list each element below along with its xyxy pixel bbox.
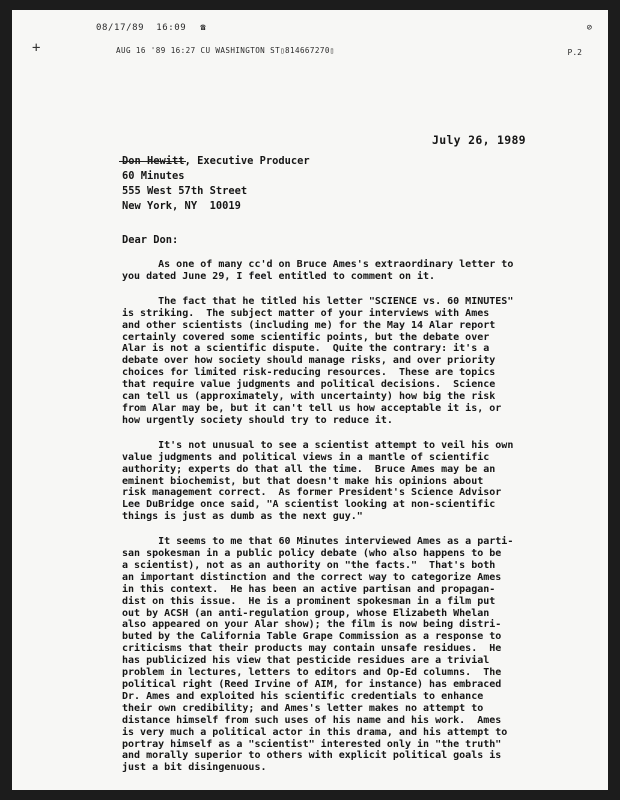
text-line: risk management correct. As former President's Science Advisor [122, 487, 502, 499]
text-line: As one of many cc'd on Bruce Ames's extraordinary letter to [122, 259, 514, 270]
text-line: you dated June 29, I feel entitled to comment on it. [122, 270, 436, 282]
text-line: eminent biochemist, but that doesn't make his opinions about [122, 475, 484, 487]
letter-page [12, 10, 608, 790]
address-line: 60 Minutes [122, 170, 185, 182]
text-line: an important distinction and the correct way to categorize Ames [122, 571, 502, 583]
recipient-name: Don Hewitt [122, 155, 185, 167]
paragraph-2 [122, 296, 584, 427]
text-line: dist on this issue. He is a prominent spokesman in a film put [122, 595, 496, 607]
text-line: It's not unusual to see a scientist attempt to veil his own [122, 439, 514, 451]
text-line: debate over how society should manage risks, and over priority [122, 355, 496, 367]
fax-date: 08/17/89 [96, 23, 145, 33]
text-line: value judgments and political views in a mantle of scientific [122, 451, 490, 463]
text-line: The fact that he titled his letter "SCIENCE vs. 60 MINUTES" [122, 295, 514, 307]
fax-page-number: P.2 [567, 48, 582, 57]
phone-icon: ☎ [200, 23, 207, 33]
text-line: things is just as dumb as the next guy." [122, 511, 363, 523]
text-line: certainly covered some scientific points, but the debate over [122, 331, 490, 343]
text-line: Alar is not a scientific dispute. Quite the contrary: it's a [122, 343, 490, 355]
text-line: criticisms that their products may contain unsafe residues. He [122, 643, 502, 655]
text-line: their own credibility; and Ames's letter makes no attempt to [122, 702, 484, 714]
salutation: Dear Don: [122, 234, 179, 246]
recipient-address [122, 154, 310, 214]
text-line: political right (Reed Irvine of AIM, for instance) has embraced [122, 679, 502, 690]
text-line: out by ACSH (an anti-regulation group, whose Elizabeth Whelan [122, 607, 490, 619]
text-line: It seems to me that 60 Minutes interviewed Ames as a parti- [122, 536, 514, 548]
text-line: in this context. He has been an active partisan and propagan- [122, 583, 496, 595]
text-line: Lee DuBridge once said, "A scientist looking at non-scientific [122, 499, 496, 511]
paragraph-4 [122, 536, 584, 774]
text-line: san spokesman in a public policy debate (who also happens to be [122, 548, 502, 560]
text-line: problem in lectures, letters to editors and Op-Ed columns. The [122, 667, 502, 679]
text-line: is very much a political actor in this drama, and his attempt to [122, 726, 508, 738]
address-line: New York, NY 10019 [122, 200, 241, 212]
fax-time: 16:09 [156, 23, 187, 33]
text-line: just a bit disingenuous. [122, 762, 267, 774]
text-line: and morally superior to others with explicit political goals is [122, 750, 502, 762]
margin-mark: + [32, 40, 41, 56]
fax-corner-mark: ⊘ [586, 23, 592, 33]
fax-header-line1 [96, 23, 206, 33]
text-line: is striking. The subject matter of your interviews with Ames [122, 307, 490, 319]
text-line: distance himself from such uses of his name and his work. Ames [122, 714, 502, 726]
address-line: 555 West 57th Street [122, 185, 248, 197]
text-line: from Alar may be, but it can't tell us how acceptable it is, or [122, 402, 502, 414]
text-line: Dr. Ames and exploited his scientific credentials to enhance [122, 690, 484, 702]
text-line: can tell us (approximately, with uncertainty) how big the risk [122, 391, 496, 403]
text-line: buted by the California Table Grape Commission as a response to [122, 631, 502, 643]
text-line: that require value judgments and political decisions. Science [122, 379, 496, 391]
text-line: choices for limited risk-reducing resources. These are topics [122, 367, 496, 379]
text-line: has publicized his view that pesticide residues are a trivial [122, 655, 490, 667]
fax-header-line2: AUG 16 '89 16:27 CU WASHINGTON ST▯814667270▯ [116, 46, 335, 55]
text-line: and other scientists (including me) for the May 14 Alar report [122, 319, 496, 331]
text-line: authority; experts do that all the time. Bruce Ames may be an [122, 463, 496, 475]
text-line: how urgently society should try to reduce it. [122, 414, 393, 426]
letter-body [122, 259, 584, 787]
letter-date: July 26, 1989 [432, 133, 526, 147]
text-line: a scientist), not as an authority on "the facts." That's both [122, 559, 496, 571]
paragraph-3 [122, 440, 584, 523]
text-line: portray himself as a "scientist" interested only in "the truth" [122, 738, 502, 750]
recipient-title: , Executive Producer [184, 155, 310, 167]
recipient-name-line [122, 154, 310, 169]
text-line: also appeared on your Alar show); the film is now being distri- [122, 619, 502, 631]
paragraph-1 [122, 259, 584, 283]
